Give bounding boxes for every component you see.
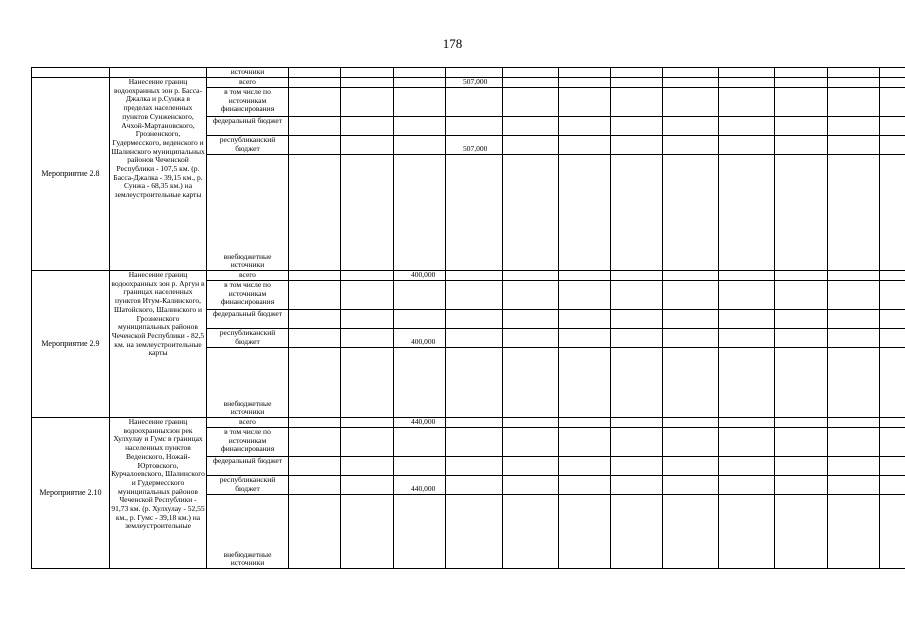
page-number: 178 [442, 36, 463, 51]
amount-cell: 507,000 [446, 78, 503, 88]
source-cell: в том числе по источникам финансирования [207, 88, 289, 117]
amount-cell: 440,000 [394, 476, 446, 495]
funding-table [31, 67, 905, 569]
source-cell: внебюджетные источники [207, 348, 289, 418]
source-cell: федеральный бюджет [207, 457, 289, 476]
event-label: Мероприятие 2.9 [32, 271, 110, 418]
source-cell: внебюджетные источники [207, 495, 289, 569]
amount-cell: 400,000 [394, 271, 446, 281]
source-cell: внебюджетные источники [207, 155, 289, 271]
source-cell: всего [207, 78, 289, 88]
event-label: Мероприятие 2.10 [32, 418, 110, 569]
table-row [32, 271, 905, 281]
source-cell: республиканский бюджет [207, 476, 289, 495]
source-cell: в том числе по источникам финансирования [207, 281, 289, 310]
source-cell: в том числе по источникам финансирования [207, 428, 289, 457]
event-description: Нанесение границ водоохранныхзон рек Хулхулау и Гумс в границах населенных пунктов Веденского, Ножай-Юртовского, Курчалоевского, Шалинского и Гудермесского муниципальных районов Чеченской Республики - 91,73 км. (р. Хулхулау - 52,55 км., р. Гумс - 39,18 км.) на землеустроительные [110, 418, 207, 569]
table-row [32, 418, 905, 428]
amount-cell: 400,000 [394, 329, 446, 348]
event-label: Мероприятие 2.8 [32, 78, 110, 271]
source-cell: источники [207, 68, 289, 78]
source-cell: федеральный бюджет [207, 117, 289, 136]
source-cell: республиканский бюджет [207, 329, 289, 348]
event-description: Нанесение границ водоохранных зон р. Аргун в границах населенных пунктов Итум-Калинского, Шатойского, Шалинского и Грозненского муниципальных районов Чеченской Республики - 82,5 км. на землеустроительные карты [110, 271, 207, 418]
source-cell: федеральный бюджет [207, 310, 289, 329]
amount-cell: 507,000 [446, 136, 503, 155]
source-cell: всего [207, 271, 289, 281]
event-description: Нанесение границ водоохранных зон р. Басса-Джалка и р.Сунжа в пределах населенных пунктов Сунженского, Ачхой-Мартановского, Грозненского, Гудермесского, веденского и Шалинского муниципальных районов Чеченской Республики - 107,5 км. (р. Басса-Джалка - 39,15 км., р. Сунжа - 68,35 км.) на землеустроительные карты [110, 78, 207, 271]
table-row [32, 78, 905, 88]
amount-cell: 440,000 [394, 418, 446, 428]
source-cell: республиканский бюджет [207, 136, 289, 155]
source-cell: всего [207, 418, 289, 428]
table-row [32, 68, 905, 78]
